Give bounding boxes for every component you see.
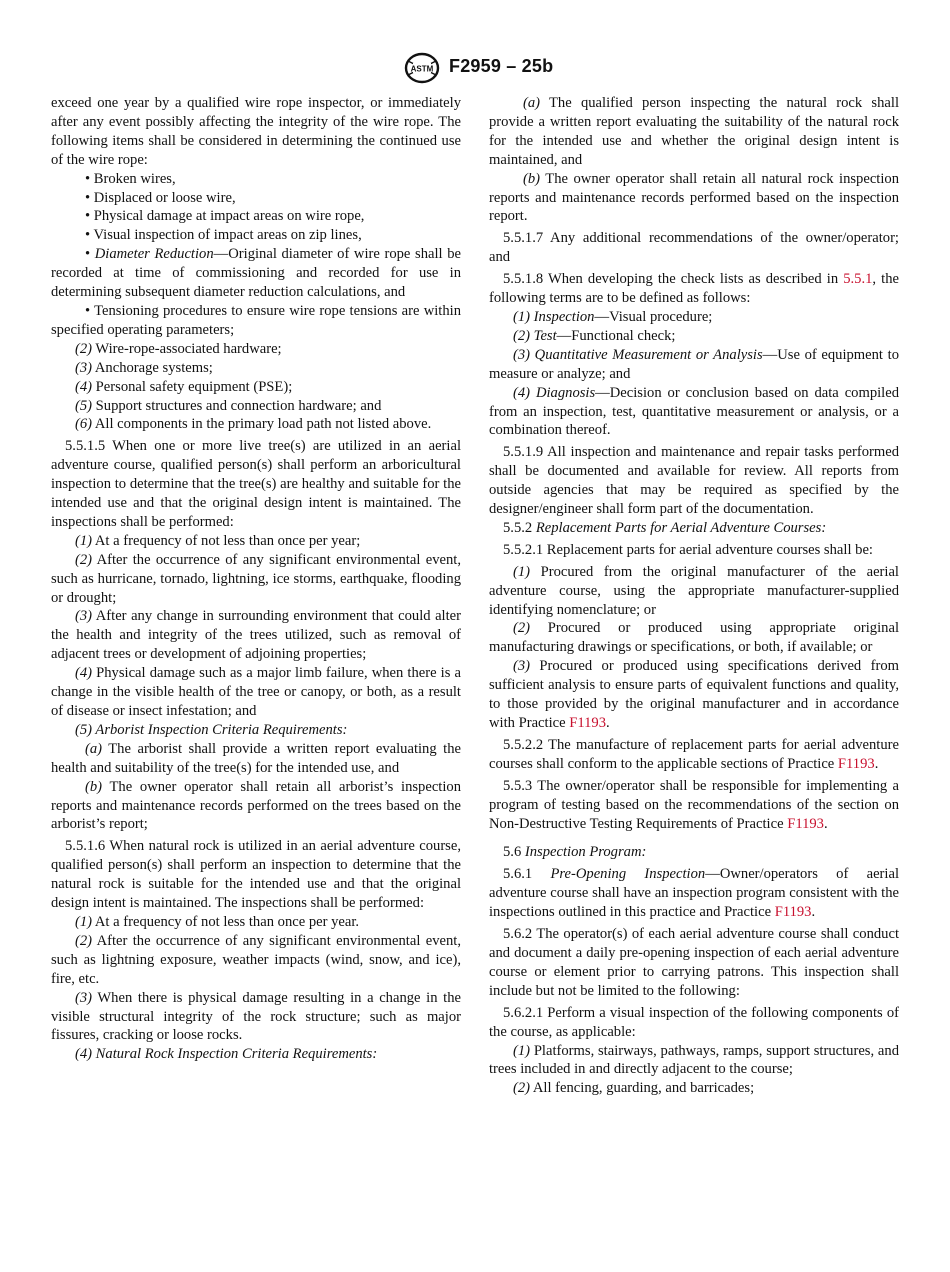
- list-item: (2) After the occurrence of any significant environmental event, such as lightning exposure, weather impacts (wind, snow, and ice), fire, etc.: [51, 932, 461, 987]
- list-item: (5) Support structures and connection hardware; and: [75, 397, 382, 414]
- section-5-6-2: 5.6.2 The operator(s) of each aerial adventure course shall conduct and document a daily pre-opening inspection of each aerial adventure course or element prior to carrying patrons. This inspection shall include but not be limited to the following:: [489, 926, 899, 999]
- list-item: (a) The qualified person inspecting the natural rock shall provide a written report evaluating the suitability of the natural rock for the intended use and whether the original design intent is maintained, and: [489, 95, 899, 168]
- bullet-item: • Broken wires,: [85, 170, 176, 187]
- list-item: (3) Anchorage systems;: [75, 359, 213, 376]
- astm-logo-icon: [404, 52, 440, 84]
- list-item-heading: (4) Natural Rock Inspection Criteria Requirements:: [75, 1046, 378, 1063]
- section-5-5-1-9: 5.5.1.9 All inspection and maintenance and repair tasks performed shall be documented and available for review. All reports from outside agencies that may be required as specified by the designer/engineer shall form part of the documentation.: [489, 444, 899, 518]
- section-5-6: 5.6 Inspection Program:: [503, 844, 647, 861]
- section-5-5-1-6: 5.5.1.6 When natural rock is utilized in an aerial adventure course, qualified person(s) shall perform an inspection to determine that the natural rock is suitable for the intended use and that the original design intent is maintained. The inspections shall be performed:: [51, 838, 461, 912]
- cross-reference-link[interactable]: 5.5.1: [843, 271, 873, 288]
- practice-f1193-link[interactable]: F1193: [569, 715, 607, 731]
- list-item: (3) Procured or produced using specifications derived from sufficient analysis to ensure parts of equivalent functions and quality, to those provided by the original manufacturer and in accordance with Practice F1193.: [489, 658, 899, 731]
- section-5-5-3: 5.5.3 The owner/operator shall be responsible for implementing a program of testing based on the recommendations of the section on Non-Destructive Testing Requirements of Practice F1193.: [489, 777, 899, 832]
- list-item: (6) All components in the primary load path not listed above.: [75, 416, 432, 433]
- page-header: [0, 50, 950, 86]
- bullet-item: • Displaced or loose wire,: [85, 189, 236, 206]
- section-5-5-2-2: 5.5.2.2 The manufacture of replacement parts for aerial adventure courses shall conform to the applicable sections of Practice F1193.: [489, 736, 899, 772]
- document-id: F2959 – 25b: [449, 56, 554, 76]
- section-5-6-2-1: 5.6.2.1 Perform a visual inspection of the following components of the course, as applicable:: [489, 1004, 899, 1040]
- bullet-item: • Physical damage at impact areas on wire rope,: [85, 208, 365, 225]
- list-item: (2) After the occurrence of any significant environmental event, such as hurricane, tornado, lightning, ice storms, earthquake, flooding or drought;: [51, 551, 461, 606]
- definition-item: (1) Inspection—Visual procedure;: [513, 308, 713, 325]
- paragraph: exceed one year by a qualified wire rope inspector, or immediately after any event possibly affecting the integrity of the wire rope. The following items shall be considered in determining the continued use of the wire rope:: [51, 95, 461, 168]
- list-item: (1) Platforms, stairways, pathways, ramps, support structures, and trees included in and directly adjacent to the course;: [489, 1042, 899, 1078]
- definition-item: (4) Diagnosis—Decision or conclusion based on data compiled from an inspection, test, quantitative measurement or analysis, or a combination thereof.: [489, 384, 899, 439]
- left-column: [51, 94, 461, 1064]
- bullet-item: • Visual inspection of impact areas on zip lines,: [85, 227, 362, 244]
- list-item: (2) All fencing, guarding, and barricades;: [513, 1080, 755, 1097]
- bullet-item: • Tensioning procedures to ensure wire rope tensions are within specified operating parameters;: [51, 302, 461, 338]
- list-item: (1) At a frequency of not less than once per year;: [75, 532, 361, 549]
- definition-item: (3) Quantitative Measurement or Analysis—Use of equipment to measure or analyze; and: [489, 346, 899, 382]
- list-item: (3) After any change in surrounding environment that could alter the health and integrity of the trees utilized, such as removal of adjacent trees or development of adjoining properties;: [51, 608, 461, 663]
- list-item: (3) When there is physical damage resulting in a change in the visible structural integrity of the rock structure; such as major fissures, cracking or loose rocks.: [51, 989, 461, 1044]
- section-5-5-2-1: 5.5.2.1 Replacement parts for aerial adventure courses shall be:: [503, 541, 873, 558]
- practice-f1193-link[interactable]: F1193: [787, 815, 824, 832]
- list-item: (b) The owner operator shall retain all arborist’s inspection reports and maintenance records performed on the trees based on the arborist’s report;: [51, 778, 461, 833]
- section-5-5-1-7: 5.5.1.7 Any additional recommendations of the owner/operator; and: [489, 230, 899, 266]
- list-item: (4) Physical damage such as a major limb failure, when there is a change in the visible health of the tree or canopy, or both, as a result of disease or insect infestation; and: [51, 665, 461, 719]
- section-5-6-1: 5.6.1 Pre-Opening Inspection—Owner/operators of aerial adventure course shall have an inspection program consistent with the inspections outlined in this practice and Practice F1193.: [489, 866, 900, 921]
- practice-f1193-link[interactable]: F1193: [837, 755, 875, 772]
- list-item: (1) Procured from the original manufacturer of the aerial adventure course, using the appropriate manufacturer-supplied identifying nomenclature; or: [489, 563, 899, 618]
- list-item-heading: (5) Arborist Inspection Criteria Requirements:: [75, 721, 348, 738]
- list-item: (a) The arborist shall provide a written report evaluating the health and suitability of the tree(s) for the intended use, and: [51, 740, 461, 776]
- practice-f1193-link[interactable]: F1193: [774, 904, 812, 921]
- svg-text:ASTM: ASTM: [410, 64, 434, 74]
- section-5-5-1-8: 5.5.1.8 When developing the check lists as described in 5.5.1, the following terms are to be defined as follows:: [489, 271, 899, 307]
- list-item: (4) Personal safety equipment (PSE);: [75, 378, 293, 395]
- right-column: [489, 94, 899, 1098]
- bullet-item: • Diameter Reduction—Original diameter of wire rope shall be recorded at time of commissioning and recorded for use in determining subsequent diameter reduction calculations, and: [51, 246, 461, 301]
- list-item: (2) Wire-rope-associated hardware;: [75, 340, 282, 357]
- list-item: (2) Procured or produced using appropriate original manufacturing drawings or specifications, or both, if available; or: [489, 620, 899, 656]
- list-item: (1) At a frequency of not less than once per year.: [75, 913, 360, 930]
- definition-item: (2) Test—Functional check;: [513, 327, 676, 344]
- section-5-5-1-5: 5.5.1.5 When one or more live tree(s) are utilized in an aerial adventure course, qualified person(s) shall perform an arboricultural inspection to determine that the tree(s) are healthy and suitable for the intended use and that the original design intent is maintained. The inspections shall be performed:: [51, 438, 461, 530]
- section-5-5-2: 5.5.2 Replacement Parts for Aerial Adventure Courses:: [503, 519, 827, 536]
- list-item: (b) The owner operator shall retain all natural rock inspection reports and maintenance records performed based on the inspection report.: [489, 170, 899, 225]
